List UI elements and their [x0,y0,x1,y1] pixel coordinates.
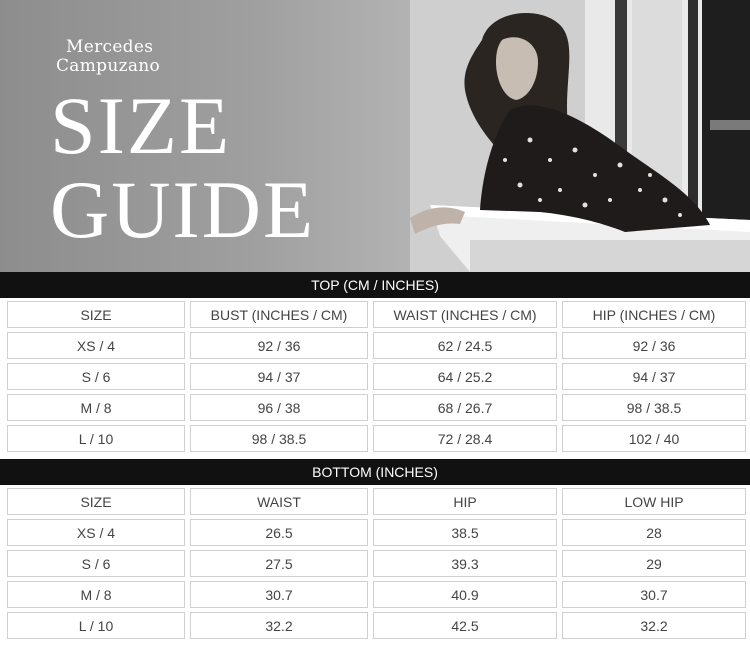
table-header-row [0,301,750,328]
header-bust: BUST (INCHES / CM) [190,301,368,328]
page-title [50,80,316,255]
bottom-size-table [0,485,750,646]
cell-size: M / 8 [7,581,185,608]
table-row [0,519,750,546]
cell-hip: 38.5 [373,519,557,546]
table-row [0,332,750,359]
cell-bust: 98 / 38.5 [190,425,368,452]
brand-logo [56,38,160,76]
table-row [0,425,750,452]
cell-low-hip: 29 [562,550,746,577]
cell-hip: 40.9 [373,581,557,608]
cell-hip: 98 / 38.5 [562,394,746,421]
table-row [0,363,750,390]
model-photo [410,0,750,272]
header-size: SIZE [7,488,185,515]
cell-waist: 32.2 [190,612,368,639]
cell-size: S / 6 [7,550,185,577]
cell-bust: 92 / 36 [190,332,368,359]
cell-low-hip: 28 [562,519,746,546]
cell-waist: 26.5 [190,519,368,546]
cell-waist: 68 / 26.7 [373,394,557,421]
brand-line-1: Mercedes [66,37,154,57]
title-line-2: GUIDE [50,164,316,255]
bottom-section-heading: BOTTOM (INCHES) [0,459,750,485]
table-row [0,612,750,639]
cell-hip: 42.5 [373,612,557,639]
header-hip: HIP [373,488,557,515]
top-size-table [0,298,750,459]
cell-low-hip: 30.7 [562,581,746,608]
table-row [0,394,750,421]
cell-size: L / 10 [7,612,185,639]
cell-hip: 92 / 36 [562,332,746,359]
cell-waist: 64 / 25.2 [373,363,557,390]
cell-waist: 27.5 [190,550,368,577]
cell-size: XS / 4 [7,332,185,359]
table-header-row [0,488,750,515]
cell-size: S / 6 [7,363,185,390]
cell-size: L / 10 [7,425,185,452]
cell-low-hip: 32.2 [562,612,746,639]
brand-line-2: Campuzano [56,56,161,76]
header-size: SIZE [7,301,185,328]
table-row [0,550,750,577]
top-section-heading: TOP (CM / INCHES) [0,272,750,298]
cell-waist: 30.7 [190,581,368,608]
cell-size: M / 8 [7,394,185,421]
header-hip: HIP (INCHES / CM) [562,301,746,328]
header-waist: WAIST (INCHES / CM) [373,301,557,328]
table-row [0,581,750,608]
cell-size: XS / 4 [7,519,185,546]
cell-bust: 94 / 37 [190,363,368,390]
title-line-1: SIZE [50,80,232,171]
cell-waist: 72 / 28.4 [373,425,557,452]
cell-waist: 62 / 24.5 [373,332,557,359]
header-waist: WAIST [190,488,368,515]
header-low-hip: LOW HIP [562,488,746,515]
hero-banner [0,0,750,272]
cell-hip: 39.3 [373,550,557,577]
cell-bust: 96 / 38 [190,394,368,421]
cell-hip: 94 / 37 [562,363,746,390]
cell-hip: 102 / 40 [562,425,746,452]
